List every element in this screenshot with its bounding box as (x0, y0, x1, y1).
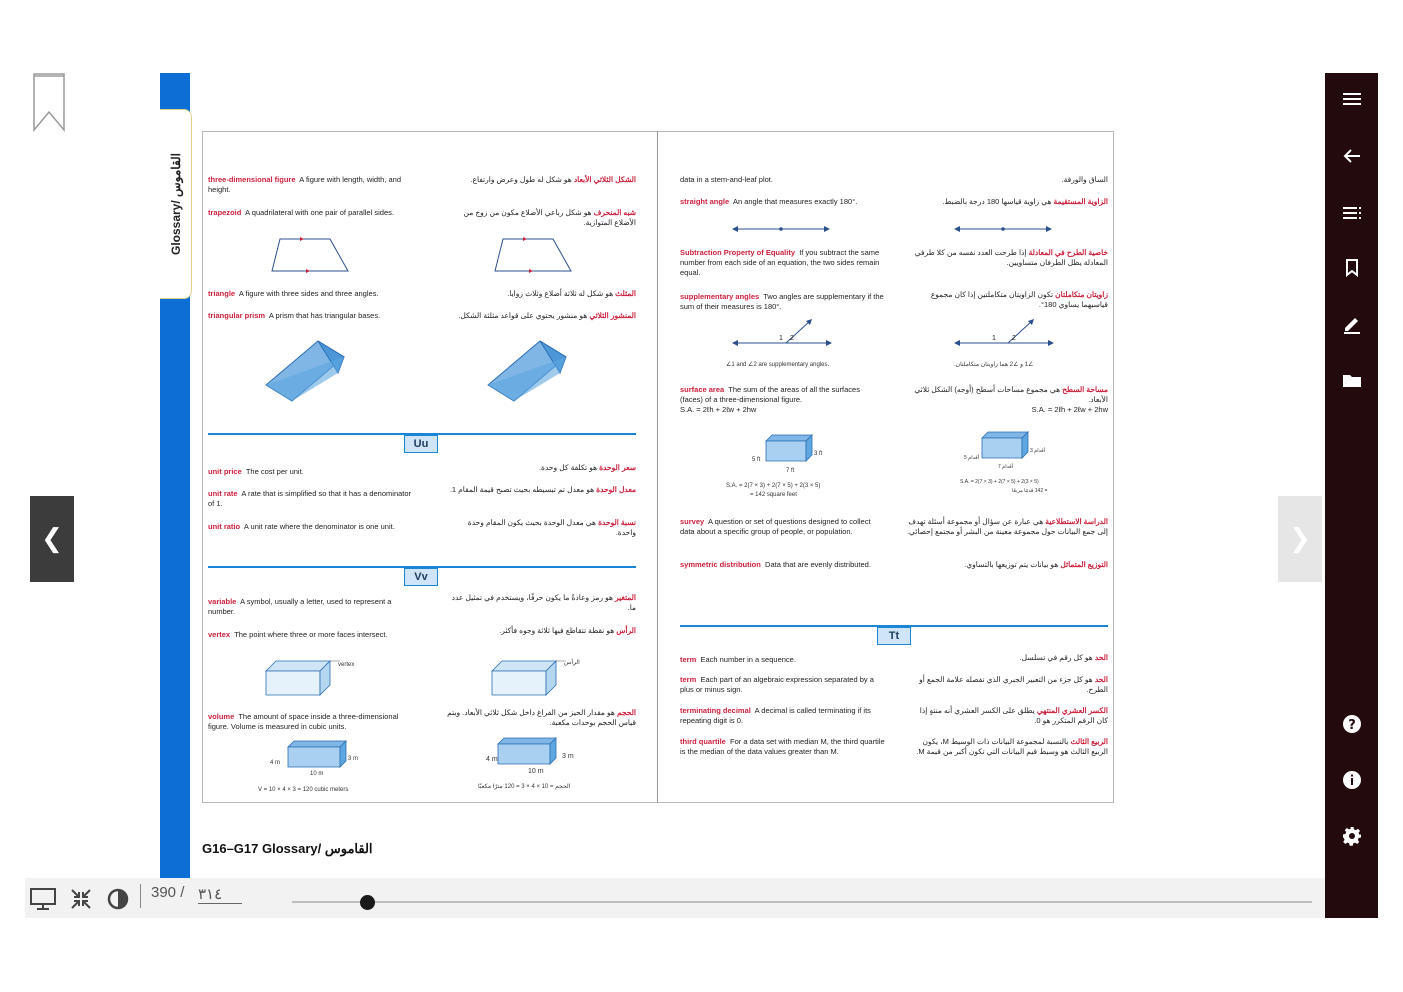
term-definition: An angle that measures exactly 180°. (732, 197, 858, 206)
term-label-ar: سعر الوحدة (599, 463, 636, 472)
term-definition: The point where three or more faces intersect. (234, 630, 388, 639)
glossary-entry-ar (908, 385, 1108, 415)
trapezoid-diagram (268, 235, 352, 275)
svg-text:2: 2 (1012, 335, 1016, 342)
term-definition: Data that are evenly distributed. (765, 560, 871, 569)
term-label: unit rate (208, 489, 238, 498)
svg-text:1: 1 (992, 335, 996, 342)
term-definition: Each number in a sequence. (700, 655, 796, 664)
svg-text:2: 2 (790, 335, 794, 342)
page-number-label: G16–G17 Glossary/ القاموس (202, 841, 373, 856)
total-pages-label: 390 / (151, 884, 185, 901)
sa-length-label-ar: 7 أقدام (998, 464, 1014, 470)
term-definition-ar: هي معدل الوحدة بحيث يكون المقام وحدة واحدة. (467, 518, 636, 537)
volume-box-diagram (494, 736, 564, 768)
glossary-entry-ar (446, 289, 636, 299)
term-label-ar: التوزيع المتماثل (1060, 560, 1108, 569)
glossary-entry-ar (908, 706, 1108, 726)
term-label-ar: خاصية الطرح في المعادلة (1028, 248, 1108, 257)
term-definition-ar: هو مقدار الحيز من الفراغ داخل شكل ثلاثي الأبعاد. ويتم قياس الحجم بوحدات مكعبة. (447, 708, 636, 727)
svg-text:?: ? (1347, 718, 1356, 733)
term-label-ar: الشكل الثلاثي الأبعاد (573, 175, 636, 184)
term-definition: A question or set of questions designed to collect data about a specific group of people, or population. (680, 517, 871, 536)
term-definition: A rate that is simplified so that it has a denominator of 1. (208, 489, 412, 508)
help-icon[interactable] (1325, 704, 1378, 744)
term-definition-ar: الساق والورقة. (1061, 175, 1108, 184)
glossary-entry-ar (908, 560, 1108, 570)
glossary-entry-ar (446, 175, 636, 185)
glossary-entry-en (208, 175, 413, 195)
term-definition: The amount of space inside a three-dimensional figure. Volume is measured in cubic units. (208, 712, 399, 731)
left-page (202, 131, 657, 803)
volume-width-label: 4 m (270, 760, 281, 766)
triangular-prism-diagram (262, 339, 352, 405)
glossary-entry-en (680, 292, 885, 312)
term-definition: A figure with length, width, and height. (208, 175, 402, 194)
next-page-button[interactable] (1278, 496, 1322, 582)
section-letter-tab: Tt (877, 627, 911, 645)
volume-height-label: 3 m (348, 756, 359, 762)
glossary-entry-ar (436, 311, 636, 321)
surface-area-formula-ar: S.A. = 2ℓh + 2ℓw + 2hw (1031, 405, 1108, 414)
straight-angle-line (732, 224, 830, 234)
term-definition: Two angles are supplementary if the sum of their measures is 180°. (680, 292, 884, 311)
glossary-entry-en (680, 248, 888, 278)
section-letter-tab: Vv (404, 568, 438, 586)
term-label: third quartile (680, 737, 726, 746)
glossary-entry-en (680, 737, 885, 757)
page-slider-thumb[interactable] (360, 895, 375, 910)
sa-height-label: 3 ft (814, 451, 823, 457)
supplementary-angles-diagram (732, 319, 832, 349)
term-label: Subtraction Property of Equality (680, 248, 796, 257)
term-label: volume (208, 712, 235, 721)
glossary-entry-en (680, 560, 880, 570)
bookmark-ribbon-icon[interactable] (32, 72, 66, 132)
trapezoid-diagram (491, 235, 575, 275)
term-label-ar: معدل الوحدة (596, 485, 636, 494)
glossary-entry-ar (908, 175, 1108, 185)
term-definition: The sum of the areas of all the surfaces (faces) of a three-dimensional figure. (680, 385, 860, 404)
term-label-ar: الربيع الثالث (1070, 737, 1108, 746)
term-definition-ar: هو معدل تم تبسيطه بحيث تصبح قيمة المقام 1. (449, 485, 595, 494)
glossary-entry-en (680, 655, 880, 665)
info-icon[interactable] (1325, 760, 1378, 800)
glossary-entry-ar (904, 517, 1108, 537)
term-definition-ar: هو بيانات يتم توزيعها بالتساوي. (964, 560, 1059, 569)
term-label-ar: مساحة السطح (1062, 385, 1108, 394)
volume-length-label: 10 m (310, 771, 324, 777)
term-label: term (680, 655, 697, 664)
term-label: trapezoid (208, 208, 242, 217)
sa-width-label-ar: 5 أقدام (964, 455, 980, 461)
term-definition-ar: هي زاوية قياسها 180 درجة بالضبط. (942, 197, 1052, 206)
glossary-entry-en (680, 517, 885, 537)
glossary-entry-en (208, 289, 428, 299)
term-label-ar: الكسر العشري المنتهي (1036, 706, 1108, 715)
sa-calc: S.A. = 2(7 × 3) + 2(7 × 5) + 2(3 × 5) (726, 483, 821, 489)
term-definition: A decimal is called terminating if its repeating digit is 0. (680, 706, 871, 725)
term-definition-ar: بالنسبة لمجموعة البيانات ذات الوسيط M، يكون الربيع الثالث هو وسيط قيم البيانات التي تكون أكبر من قيمة M. (916, 737, 1108, 756)
term-label-ar: المثلث (615, 289, 636, 298)
term-definition: A symbol, usually a letter, used to represent a number. (208, 597, 392, 616)
term-label-ar: الزاوية المستقيمة (1053, 197, 1108, 206)
glossary-entry-ar (908, 653, 1108, 663)
glossary-entry-en (208, 712, 418, 732)
sa-result-ar: = 142 قدمًا مربعًا (1012, 488, 1048, 494)
term-label-ar: المتغير (615, 593, 636, 602)
glossary-entry-ar (446, 626, 636, 636)
glossary-tab-label: Glossary/ القاموس (168, 152, 183, 256)
glossary-entry-ar (908, 290, 1108, 310)
term-label-ar: المنشور الثلاثي (589, 311, 636, 320)
term-label: unit ratio (208, 522, 241, 531)
term-definition-ar: هو كل رقم في تسلسل. (1019, 653, 1093, 662)
right-page (658, 131, 1114, 803)
volume-formula-ar: الحجم = 10 × 4 × 3 = 120 مترًا مكعبًا (478, 784, 571, 790)
term-label: variable (208, 597, 237, 606)
glossary-entry-en (208, 522, 413, 532)
vertex-label: vertex (338, 662, 355, 668)
term-label: unit price (208, 467, 242, 476)
term-definition: For a data set with median M, the third quartile is the median of the data values greater than M. (680, 737, 885, 756)
monitor-icon[interactable] (28, 884, 58, 914)
sa-length-label: 7 ft (786, 468, 795, 474)
term-label-ar: شبه المنحرف (593, 208, 636, 217)
glossary-entry-ar (908, 197, 1108, 207)
term-definition-ar: إذا طرحت العدد نفسه من كلا طرفي المعادلة يظل الطرفان متساويين. (914, 248, 1108, 267)
term-label-ar: الحد (1094, 675, 1108, 684)
term-definition-ar: هو نقطة تتقاطع فيها ثلاثة وجوه فأكثر. (499, 626, 615, 635)
volume-formula: V = 10 × 4 × 3 = 120 cubic meters (258, 787, 349, 793)
surface-area-box-diagram (762, 433, 816, 465)
glossary-entry-ar (446, 593, 636, 613)
sa-result: = 142 square feet (750, 492, 797, 498)
glossary-entry-en (680, 706, 880, 726)
term-definition-ar: هي مجموع مساحات أسطح (أوجه) الشكل ثلاثي الأبعاد. (914, 385, 1108, 404)
glossary-entry-en (680, 385, 880, 415)
term-label: triangle (208, 289, 236, 298)
reader-sidebar (1325, 73, 1378, 918)
volume-box-diagram (284, 739, 354, 771)
bookmark-icon[interactable] (1325, 248, 1378, 288)
glossary-entry-ar (904, 737, 1108, 757)
term-definition-ar: هو شكل له ثلاثة أضلاع وثلاث زوايا. (507, 289, 614, 298)
glossary-entry-en (208, 208, 418, 218)
previous-page-button[interactable] (30, 496, 74, 582)
term-label-ar: الحد (1094, 653, 1108, 662)
chevron-left-icon: ❮ (41, 524, 63, 554)
term-label-ar: الدراسة الاستطلاعية (1045, 517, 1108, 526)
straight-angle-line (954, 224, 1052, 234)
vertex-label-ar: الرأس (564, 660, 580, 666)
term-label: terminating decimal (680, 706, 751, 715)
toolbar-divider (140, 884, 141, 908)
glossary-entry-ar (908, 248, 1108, 268)
term-definition: If you subtract the same number from each side of an equation, the two sides remain equal. (680, 248, 880, 277)
term-definition: Each part of an algebraic expression separated by a plus or minus sign. (680, 675, 874, 694)
supplementary-caption-ar: ∠1 و ∠2 هما زاويتان متكاملتان. (954, 362, 1034, 368)
page-slider-track[interactable] (292, 901, 1312, 903)
term-label-ar: الرأس (616, 626, 636, 635)
glossary-entry-ar (904, 675, 1108, 695)
term-definition-ar: يطلق على الكسر العشري أنه منتهٍ إذا كان الرقم المتكرر هو 0. (919, 706, 1108, 725)
term-definition: A quadrilateral with one pair of parallel sides. (245, 208, 394, 217)
volume-height-label-ar: 3 m (562, 753, 574, 760)
sa-calc-ar: S.A. = 2(7 × 3) + 2(7 × 5) + 2(3 × 5) (960, 479, 1039, 485)
list-icon[interactable] (1325, 193, 1378, 233)
glossary-entry-en (208, 467, 408, 477)
term-label-ar: زاويتان متكاملتان (1055, 290, 1108, 299)
term-label: vertex (208, 630, 231, 639)
page-number-input[interactable] (198, 884, 242, 904)
chevron-right-icon: ❯ (1289, 524, 1311, 554)
term-definition-ar: هو تكلفة كل وحدة. (538, 463, 598, 472)
term-definition: The cost per unit. (245, 467, 304, 476)
term-definition-ar: هو منشور يحتوي على قواعد مثلثة الشكل. (458, 311, 588, 320)
term-label: survey (680, 517, 705, 526)
glossary-entry-en (208, 630, 408, 640)
term-definition: A prism that has triangular bases. (268, 311, 381, 320)
folder-icon[interactable] (1325, 360, 1378, 400)
glossary-entry-ar (446, 463, 636, 473)
contrast-icon[interactable] (103, 884, 133, 914)
collapse-icon[interactable] (66, 884, 96, 914)
glossary-entry-ar (446, 518, 636, 538)
glossary-entry-ar (446, 208, 636, 228)
term-definition-ar: هو شكل له طول وعرض وارتفاع. (470, 175, 572, 184)
triangular-prism-diagram (484, 339, 574, 405)
term-label: term (680, 675, 697, 684)
term-label: three-dimensional figure (208, 175, 296, 184)
term-label-ar: نسبة الوحدة (598, 518, 636, 527)
term-label: supplementary angles (680, 292, 760, 301)
menu-icon[interactable] (1325, 79, 1378, 119)
sa-height-label-ar: 3 أقدام (1030, 448, 1046, 454)
glossary-entry-en (208, 597, 398, 617)
glossary-entry-en (680, 175, 880, 185)
term-definition: A figure with three sides and three angles. (238, 289, 379, 298)
term-definition: data in a stem-and-leaf plot. (680, 175, 773, 184)
glossary-entry-en (680, 197, 880, 207)
glossary-entry-ar (430, 708, 636, 728)
term-definition-ar: هي عبارة عن سؤال أو مجموعة أسئلة تهدف إلى جمع البيانات حول مجموعة معينة من البشر أو مجتمع إحصائي. (906, 517, 1108, 536)
term-definition-ar: تكون الزاويتان متكاملتين إذا كان مجموع قياسيهما يساوي 180°. (930, 290, 1108, 309)
volume-length-label-ar: 10 m (528, 768, 544, 775)
term-definition-ar: هو كل جزء من التعبير الجبري الذي تفصله علامة الجمع أو الطرح. (919, 675, 1108, 694)
glossary-entry-en (208, 311, 408, 321)
glossary-entry-en (208, 489, 413, 509)
term-label: surface area (680, 385, 725, 394)
glossary-side-tab (160, 109, 192, 299)
svg-text:1: 1 (779, 335, 783, 342)
pen-icon[interactable] (1325, 304, 1378, 344)
term-definition: A unit rate where the denominator is one unit. (243, 522, 395, 531)
term-definition-ar: هو شكل رباعي الأضلاع مكون من زوج من الأضلاع المتوازية. (463, 208, 636, 227)
sa-width-label: 5 ft (752, 457, 761, 463)
settings-icon[interactable] (1325, 816, 1378, 856)
term-label: straight angle (680, 197, 730, 206)
supplementary-angles-diagram (954, 319, 1054, 349)
surface-area-box-diagram (978, 430, 1032, 462)
back-arrow-icon[interactable] (1325, 136, 1378, 176)
term-definition-ar: هو رمز وعادةً ما يكون حرفًا، ويستخدم في تمثيل عدد ما. (451, 593, 636, 612)
glossary-entry-en (680, 675, 880, 695)
glossary-entry-ar (426, 485, 636, 495)
volume-width-label-ar: 4 m (486, 756, 498, 763)
surface-area-formula: S.A. = 2ℓh + 2ℓw + 2hw (680, 405, 757, 414)
section-letter-tab: Uu (404, 435, 438, 453)
term-label-ar: الحجم (616, 708, 636, 717)
term-label: triangular prism (208, 311, 266, 320)
supplementary-caption: ∠1 and ∠2 are supplementary angles. (726, 362, 830, 368)
term-label: symmetric distribution (680, 560, 761, 569)
